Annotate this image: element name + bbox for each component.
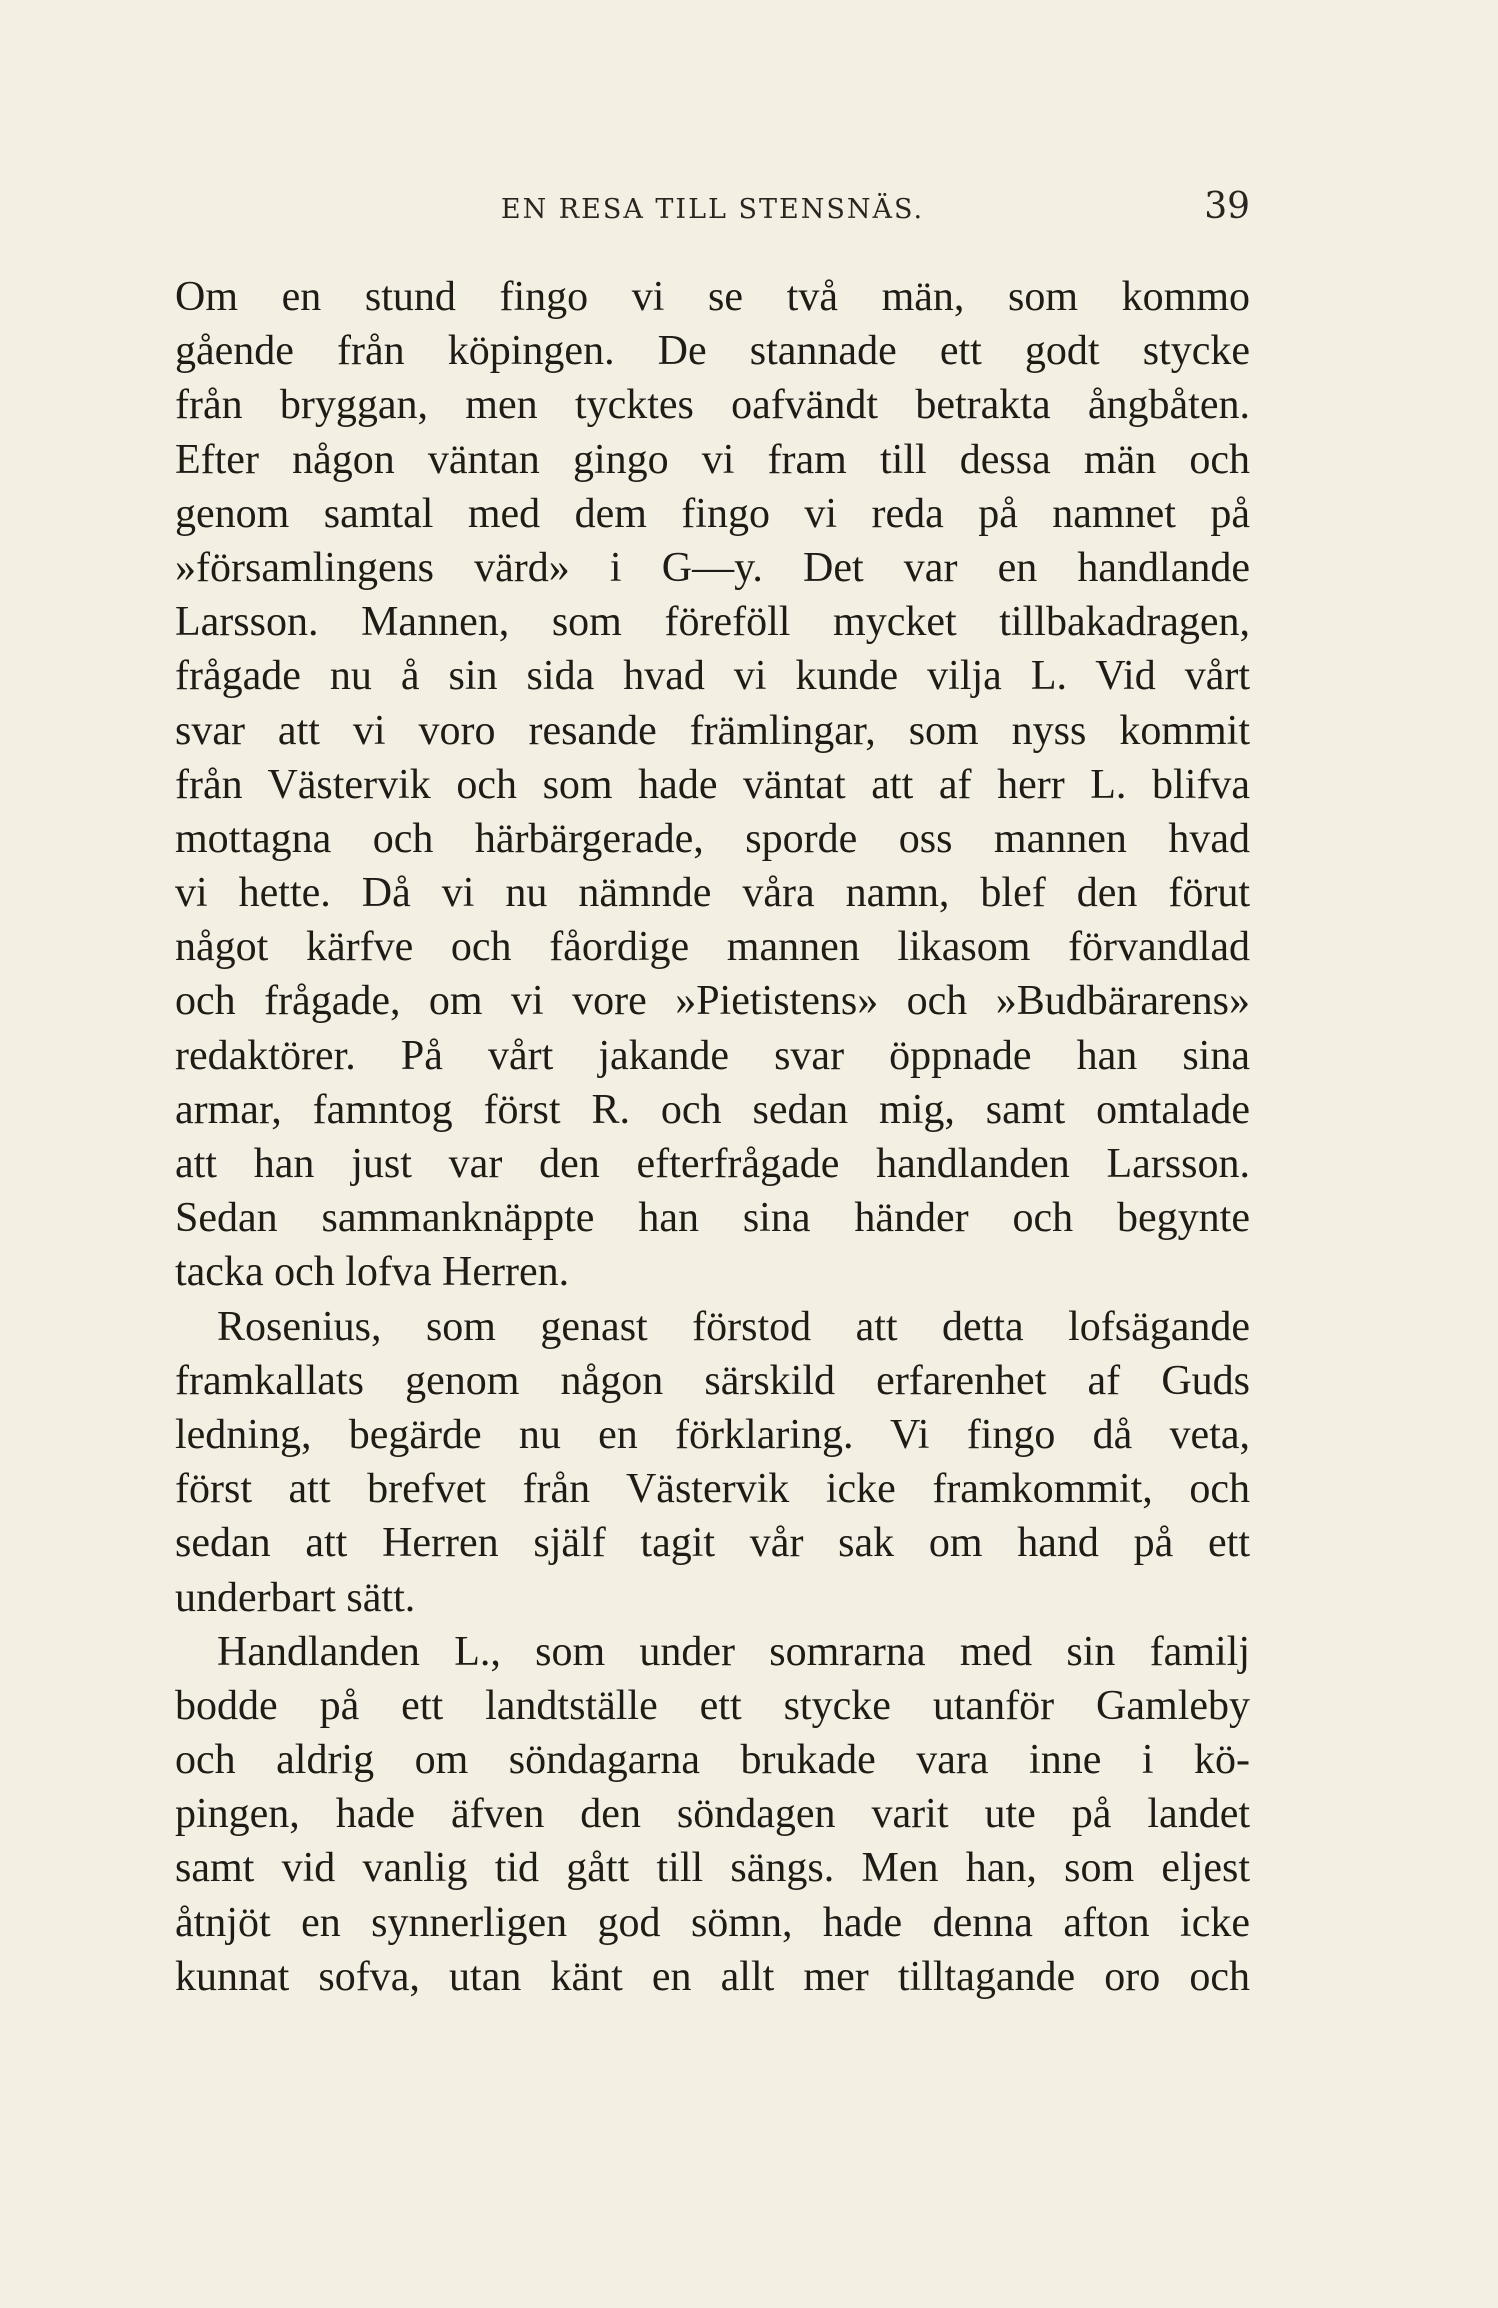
text-line: bodde på ett landtställe ett stycke utanför Gamleby xyxy=(175,1682,1250,1729)
text-line: och aldrig om söndagarna brukade vara inne i kö- xyxy=(175,1737,1250,1784)
text-line: »församlingens värd» i G—y. Det var en handlande xyxy=(175,544,1250,591)
text-line: åtnjöt en synnerligen god sömn, hade denna afton icke xyxy=(175,1899,1250,1946)
text-line: armar, famntog först R. och sedan mig, samt omtalade xyxy=(175,1086,1250,1133)
body-text xyxy=(175,270,1250,2004)
text-line: Sedan sammanknäppte han sina händer och begynte xyxy=(175,1195,1250,1242)
text-line: Efter någon väntan gingo vi fram till dessa män och xyxy=(175,436,1250,483)
page-header xyxy=(175,186,1250,246)
text-line: pingen, hade äfven den söndagen varit ute på landet xyxy=(175,1791,1250,1838)
text-line: samt vid vanlig tid gått till sängs. Men han, som eljest xyxy=(175,1845,1250,1892)
text-line: mottagna och härbärgerade, sporde oss mannen hvad xyxy=(175,815,1250,862)
text-line: kunnat sofva, utan känt en allt mer tilltagande oro och xyxy=(175,1953,1250,2000)
text-line: redaktörer. På vårt jakande svar öppnade han sina xyxy=(175,1032,1250,1079)
text-line: Handlanden L., som under somrarna med sin familj xyxy=(217,1628,1250,1675)
paragraph xyxy=(175,1300,1250,1625)
text-line: Larsson. Mannen, som föreföll mycket tillbakadragen, xyxy=(175,599,1250,646)
text-line: vi hette. Då vi nu nämnde våra namn, blef den förut xyxy=(175,870,1250,917)
text-line: att han just var den efterfrågade handlanden Larsson. xyxy=(175,1141,1250,1187)
text-line: framkallats genom någon särskild erfarenhet af Guds xyxy=(175,1357,1250,1404)
text-line: ledning, begärde nu en förklaring. Vi fingo då veta, xyxy=(175,1411,1250,1458)
running-title: EN RESA TILL STENSNÄS. xyxy=(500,194,925,225)
text-line: först att brefvet från Västervik icke framkommit, och xyxy=(175,1466,1250,1513)
text-line: underbart sätt. xyxy=(175,1574,416,1621)
text-line: Om en stund fingo vi se två män, som kommo xyxy=(175,274,1250,320)
page-number: 39 xyxy=(1204,186,1250,227)
text-line: genom samtal med dem fingo vi reda på namnet på xyxy=(175,490,1250,537)
paragraph xyxy=(175,1625,1250,2004)
text-line: svar att vi voro resande främlingar, som nyss kommit xyxy=(175,707,1250,754)
text-line: från bryggan, men tycktes oafvändt betrakta ångbåten. xyxy=(175,382,1250,429)
text-line: gående från köpingen. De stannade ett godt stycke xyxy=(175,328,1250,375)
text-line: Rosenius, som genast förstod att detta lofsägande xyxy=(217,1303,1250,1350)
text-line: och frågade, om vi vore »Pietistens» och »Budbärarens» xyxy=(175,978,1250,1025)
paragraph xyxy=(175,270,1250,1300)
text-line: frågade nu å sin sida hvad vi kunde vilja L. Vid vårt xyxy=(175,653,1250,700)
text-line: sedan att Herren själf tagit vår sak om hand på ett xyxy=(175,1520,1250,1567)
text-line: något kärfve och fåordige mannen likasom förvandlad xyxy=(175,924,1250,971)
text-line: tacka och lofva Herren. xyxy=(175,1249,570,1296)
text-line: från Västervik och som hade väntat att af herr L. blifva xyxy=(175,761,1250,808)
